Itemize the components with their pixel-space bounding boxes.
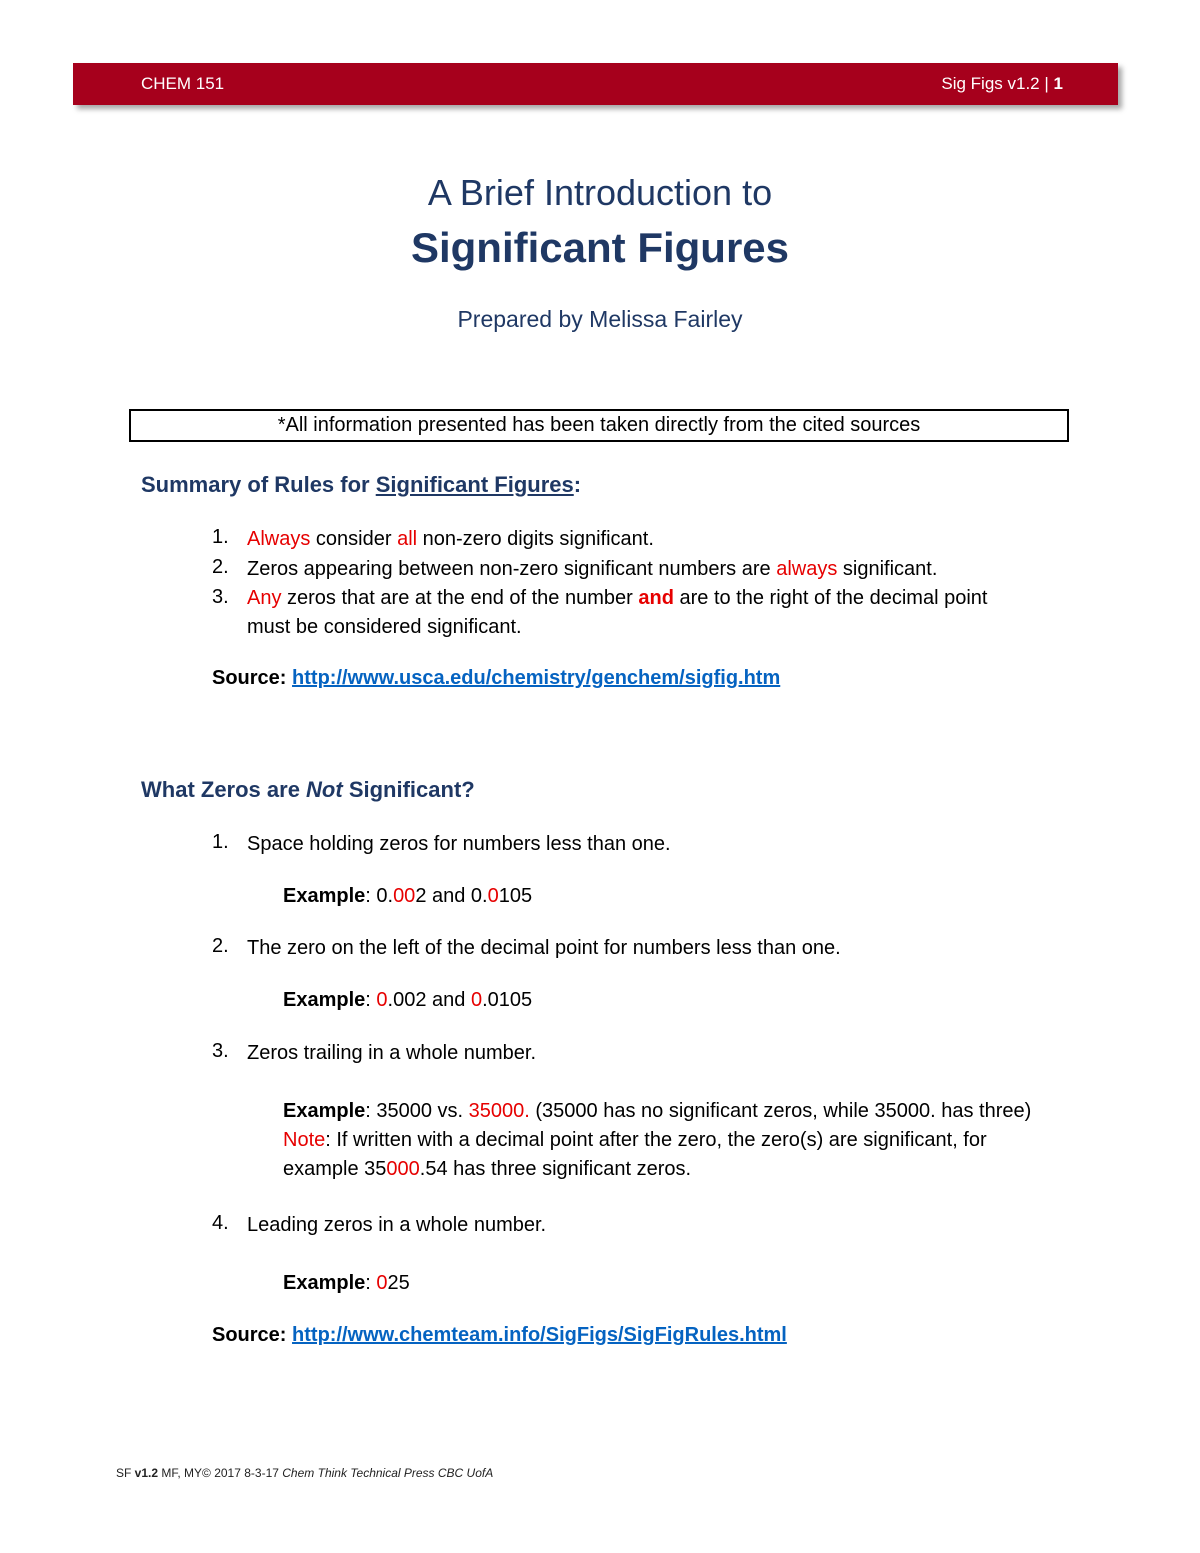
example-label: Example — [283, 989, 366, 1011]
footer-publisher: Chem Think Technical Press CBC UofA — [282, 1466, 494, 1480]
example-2-part-1: : — [365, 989, 377, 1011]
rule-3-text-a: zeros that are at the end of the number — [281, 587, 639, 609]
example-2-part-2: .002 and — [387, 989, 471, 1011]
not-significant-heading-suffix: Significant? — [342, 777, 475, 802]
summary-heading — [141, 472, 581, 498]
not-significant-heading — [141, 777, 475, 803]
rule-2-text-b: significant. — [837, 558, 938, 580]
rule-1-text-a: consider — [310, 528, 398, 550]
note-text: : If written with a decimal point after the zero, the zero(s) are significant, for — [325, 1129, 987, 1151]
not-significant-source-link[interactable]: http://www.chemteam.info/SigFigs/SigFigRules.html — [292, 1324, 787, 1346]
rule-2-text-a: Zeros appearing between non-zero significant numbers are — [247, 558, 777, 580]
note-line2-b: .54 has three significant zeros. — [419, 1158, 692, 1180]
rule-3-text-b: are to the right of the decimal point — [673, 587, 988, 609]
example-1-part-2: 2 and 0. — [415, 885, 488, 907]
summary-heading-suffix: : — [573, 472, 582, 497]
example-1-part-3: 105 — [498, 885, 533, 907]
author-line: Prepared by Melissa Fairley — [457, 306, 743, 332]
example-label: Example — [283, 1272, 366, 1294]
not-significant-source-label: Source: — [212, 1324, 287, 1346]
rule-2 — [247, 555, 937, 583]
header-separator: | — [1044, 74, 1049, 93]
note-line2-a: example 35 — [283, 1158, 387, 1180]
example-4-part-1: : — [365, 1272, 377, 1294]
example-4-red-1: 0 — [376, 1272, 388, 1294]
page-number: 1 — [1053, 74, 1063, 93]
zero-item-4-text: Leading zeros in a whole number. — [247, 1214, 547, 1236]
zero-item-2-number: 2. — [212, 935, 229, 957]
footer-version: v1.2 — [134, 1466, 159, 1480]
page-title: Significant Figures — [410, 224, 790, 271]
rule-2-number: 2. — [212, 556, 229, 578]
zero-item-3-number: 3. — [212, 1040, 229, 1062]
example-2-red-2: 0 — [470, 989, 483, 1011]
example-3-red-1: 35000. — [468, 1100, 530, 1122]
footer-c: MF, MY© 2017 8-3-17 — [158, 1466, 283, 1480]
summary-source — [212, 664, 780, 692]
example-4-part-2: 25 — [387, 1272, 410, 1294]
zero-item-3-example — [283, 1097, 1031, 1125]
summary-source-label: Source: — [212, 667, 287, 689]
zero-item-4-example — [283, 1269, 410, 1297]
example-label: Example — [283, 885, 366, 907]
rule-3-emph-any: Any — [247, 587, 282, 609]
header-bar — [73, 63, 1118, 105]
rule-1-emph-always: Always — [247, 528, 311, 550]
doc-label: Sig Figs v1.2 — [941, 74, 1040, 93]
rule-3-number: 3. — [212, 586, 229, 608]
summary-heading-link[interactable]: Significant Figures — [375, 472, 574, 497]
rule-1 — [247, 525, 654, 553]
rule-1-number: 1. — [212, 526, 229, 548]
note-line2-red: 000 — [386, 1158, 420, 1180]
zero-item-1-number: 1. — [212, 831, 229, 853]
example-label: Example — [283, 1100, 366, 1122]
rule-1-emph-all: all — [397, 528, 418, 550]
rule-3-emph-and: and — [638, 587, 674, 609]
title-line-1: A Brief Introduction to — [427, 172, 773, 213]
example-1-part-1: : 0. — [365, 885, 394, 907]
example-2-part-3: .0105 — [482, 989, 533, 1011]
not-significant-heading-prefix: What Zeros are — [141, 777, 307, 802]
zero-item-2-example — [283, 986, 532, 1014]
zero-item-3-text: Zeros trailing in a whole number. — [247, 1042, 537, 1064]
note-label: Note — [283, 1129, 326, 1151]
not-significant-source — [212, 1321, 787, 1349]
example-3-part-1: : 35000 vs. — [365, 1100, 469, 1122]
summary-heading-prefix: Summary of Rules for — [141, 472, 376, 497]
example-2-red-1: 0 — [376, 989, 388, 1011]
rule-2-emph-always: always — [776, 558, 838, 580]
footer-a: SF — [116, 1466, 135, 1480]
zero-item-3-note-line-2 — [283, 1155, 691, 1183]
source-notice-box: *All information presented has been taken directly from the cited sources — [129, 409, 1069, 442]
zero-item-1-text: Space holding zeros for numbers less than one. — [247, 833, 671, 855]
zero-item-3-note — [283, 1126, 987, 1154]
page-footer — [116, 1466, 493, 1480]
rule-3-line-2: must be considered significant. — [247, 616, 522, 638]
example-1-red-1: 00 — [393, 885, 416, 907]
page-header-right — [941, 74, 1063, 94]
zero-item-2-text: The zero on the left of the decimal point for numbers less than one. — [247, 937, 841, 959]
example-1-red-2: 0 — [487, 885, 499, 907]
course-code: CHEM 151 — [141, 74, 225, 93]
zero-item-4-number: 4. — [212, 1212, 229, 1234]
zero-item-1-example — [283, 882, 532, 910]
rule-1-text-b: non-zero digits significant. — [417, 528, 654, 550]
summary-source-link[interactable]: http://www.usca.edu/chemistry/genchem/sigfig.htm — [292, 667, 781, 689]
not-significant-heading-emph: Not — [306, 777, 343, 802]
example-3-part-2: (35000 has no significant zeros, while 35000. has three) — [529, 1100, 1032, 1122]
rule-3 — [247, 584, 987, 612]
